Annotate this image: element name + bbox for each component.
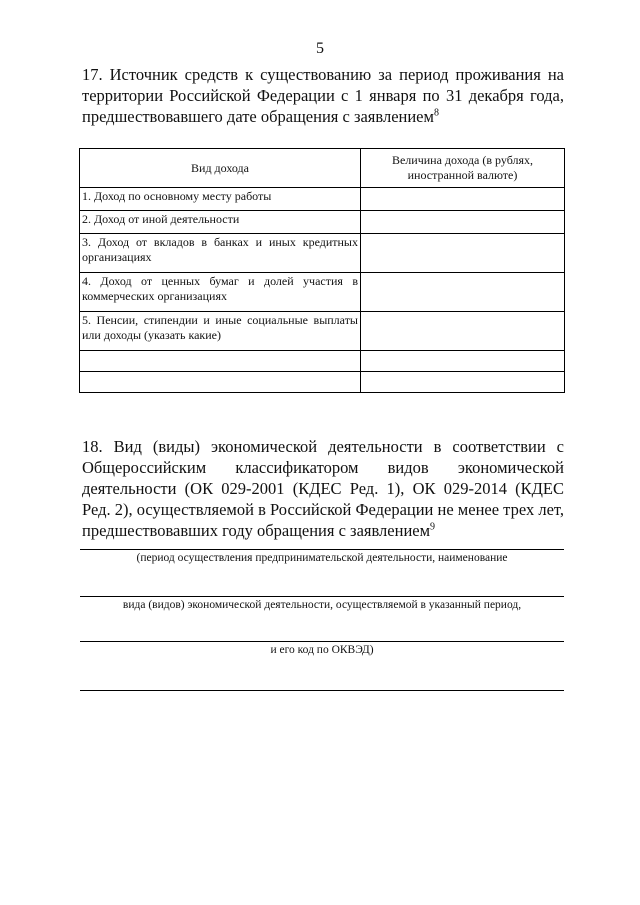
page-number: 5: [316, 40, 324, 57]
income-amount-cell[interactable]: [361, 372, 565, 393]
item-18-body: 18. Вид (виды) экономической деятельности в соответствии с Общероссийским классификатором видов экономической деятельности (ОК 029-2001 (КДЕС Ред. 1), ОК 029-2014 (КДЕС Ред. 2), осуществляемой в Российской Федерации не менее трех лет, предшествовавших году обращения с заявлением: [82, 437, 564, 540]
income-type-cell[interactable]: [80, 372, 361, 393]
income-type-cell[interactable]: [80, 351, 361, 372]
item-18-text: [82, 436, 564, 541]
caption-activity-type: вида (видов) экономической деятельности, осуществляемой в указанный период,: [122, 599, 522, 611]
income-amount-cell[interactable]: [361, 312, 565, 351]
income-table: [79, 148, 565, 393]
income-type-cell: 3. Доход от вкладов в банках и иных кредитных организациях: [80, 234, 361, 273]
table-row: [80, 234, 565, 273]
fill-in-line-1[interactable]: [80, 549, 564, 550]
table-row: [80, 211, 565, 234]
table-row: [80, 372, 565, 393]
fill-in-line-2[interactable]: [80, 596, 564, 597]
item-17-text: [82, 64, 564, 127]
caption-okved-code: и его код по ОКВЭД): [270, 644, 374, 656]
income-type-cell: 1. Доход по основному месту работы: [80, 188, 361, 211]
fill-in-line-4[interactable]: [80, 690, 564, 691]
table-row: [80, 273, 565, 312]
header-income-type: Вид дохода: [80, 149, 361, 188]
income-type-cell: 2. Доход от иной деятельности: [80, 211, 361, 234]
fill-in-line-3[interactable]: [80, 641, 564, 642]
income-type-cell: 4. Доход от ценных бумаг и долей участия в коммерческих организациях: [80, 273, 361, 312]
income-amount-cell[interactable]: [361, 234, 565, 273]
table-row: [80, 312, 565, 351]
income-amount-cell[interactable]: [361, 273, 565, 312]
table-row: [80, 188, 565, 211]
income-table-header-row: [80, 149, 565, 188]
footnote-8-marker: 8: [433, 107, 439, 119]
income-amount-cell[interactable]: [361, 351, 565, 372]
header-income-amount: Величина дохода (в рублях, иностранной валюте): [361, 149, 565, 188]
income-amount-cell[interactable]: [361, 188, 565, 211]
caption-period: (период осуществления предпринимательской деятельности, наименование: [136, 552, 508, 564]
table-row: [80, 351, 565, 372]
item-17-body: 17. Источник средств к существованию за период проживания на территории Российской Федерации с 1 января по 31 декабря года, предшествовавшего дате обращения с заявлением: [82, 65, 564, 126]
income-amount-cell[interactable]: [361, 211, 565, 234]
footnote-9-marker: 9: [430, 521, 436, 533]
income-type-cell: 5. Пенсии, стипендии и иные социальные выплаты или доходы (указать какие): [80, 312, 361, 351]
